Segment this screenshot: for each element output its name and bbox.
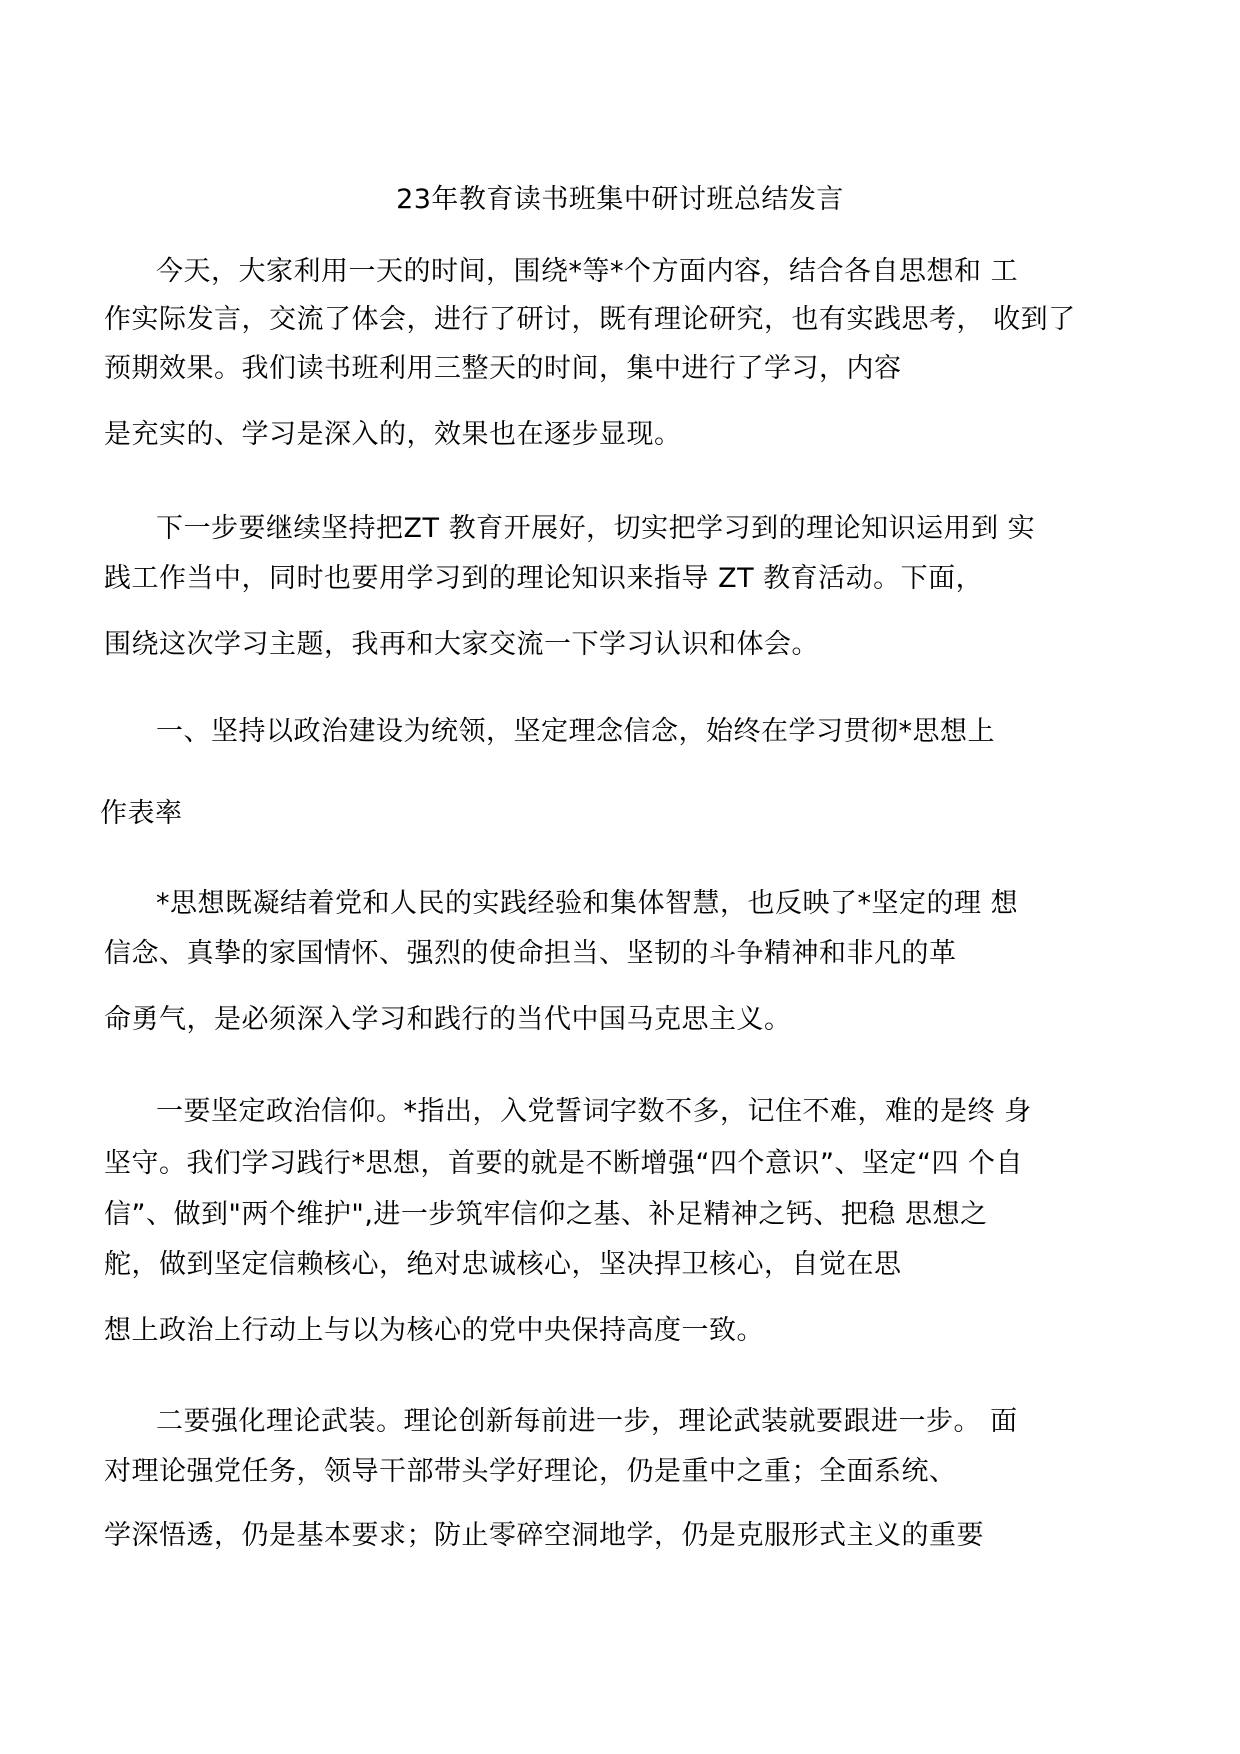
paragraph-line: 二要强化理论武装。理论创新每前进一步，理论武装就要跟进一步。 面 <box>156 1406 1018 1437</box>
paragraph-line: 学深悟透，仍是基本要求；防止零碎空洞地学，仍是克服形式主义的重要 <box>104 1520 984 1551</box>
paragraph-line: 坚守。我们学习践行*思想，首要的就是不断增强“四个意识”、坚定“四 个自 <box>104 1148 1024 1179</box>
paragraph-line: 作实际发言，交流了体会，进行了研讨，既有理论研究，也有实践思考， 收到了 <box>104 304 1076 335</box>
paragraph-line: 下一步要继续坚持把ZT 教育开展好，切实把学习到的理论知识运用到 实 <box>156 513 1036 544</box>
paragraph-line: *思想既凝结着党和人民的实践经验和集体智慧，也反映了*坚定的理 想 <box>156 888 1019 919</box>
paragraph-line: 想上政治上行动上与以为核心的党中央保持高度一致。 <box>104 1315 764 1346</box>
paragraph-line: 信念、真挚的家国情怀、强烈的使命担当、坚韧的斗争精神和非凡的革 <box>104 938 957 969</box>
paragraph-line: 践工作当中，同时也要用学习到的理论知识来指导 ZT 教育活动。下面， <box>104 563 984 594</box>
paragraph-line: 信”、做到"两个维护",进一步筑牢信仰之基、补足精神之钙、把稳 思想之 <box>104 1199 988 1230</box>
section-heading-line: 作表率 <box>100 798 183 829</box>
paragraph-line: 一要坚定政治信仰。*指出，入党誓词字数不多，记住不难，难的是终 身 <box>156 1096 1032 1127</box>
paragraph-line: 对理论强党任务，领导干部带头学好理论，仍是重中之重；全面系统、 <box>104 1456 957 1487</box>
paragraph-line: 预期效果。我们读书班利用三整天的时间，集中进行了学习，内容 <box>104 353 902 384</box>
section-heading-line: 一、坚持以政治建设为统领，坚定理念信念，始终在学习贯彻*思想上 <box>156 716 995 747</box>
document-title: 23年教育读书班集中研讨班总结发言 <box>396 184 844 215</box>
paragraph-line: 今天，大家利用一天的时间，围绕*等*个方面内容，结合各自思想和 工 <box>156 256 1019 287</box>
paragraph-line: 是充实的、学习是深入的，效果也在逐步显现。 <box>104 419 682 450</box>
paragraph-line: 舵，做到坚定信赖核心，绝对忠诚核心，坚决捍卫核心，自觉在思 <box>104 1249 902 1280</box>
paragraph-line: 围绕这次学习主题，我再和大家交流一下学习认识和体会。 <box>104 629 819 660</box>
paragraph-line: 命勇气，是必须深入学习和践行的当代中国马克思主义。 <box>104 1004 792 1035</box>
